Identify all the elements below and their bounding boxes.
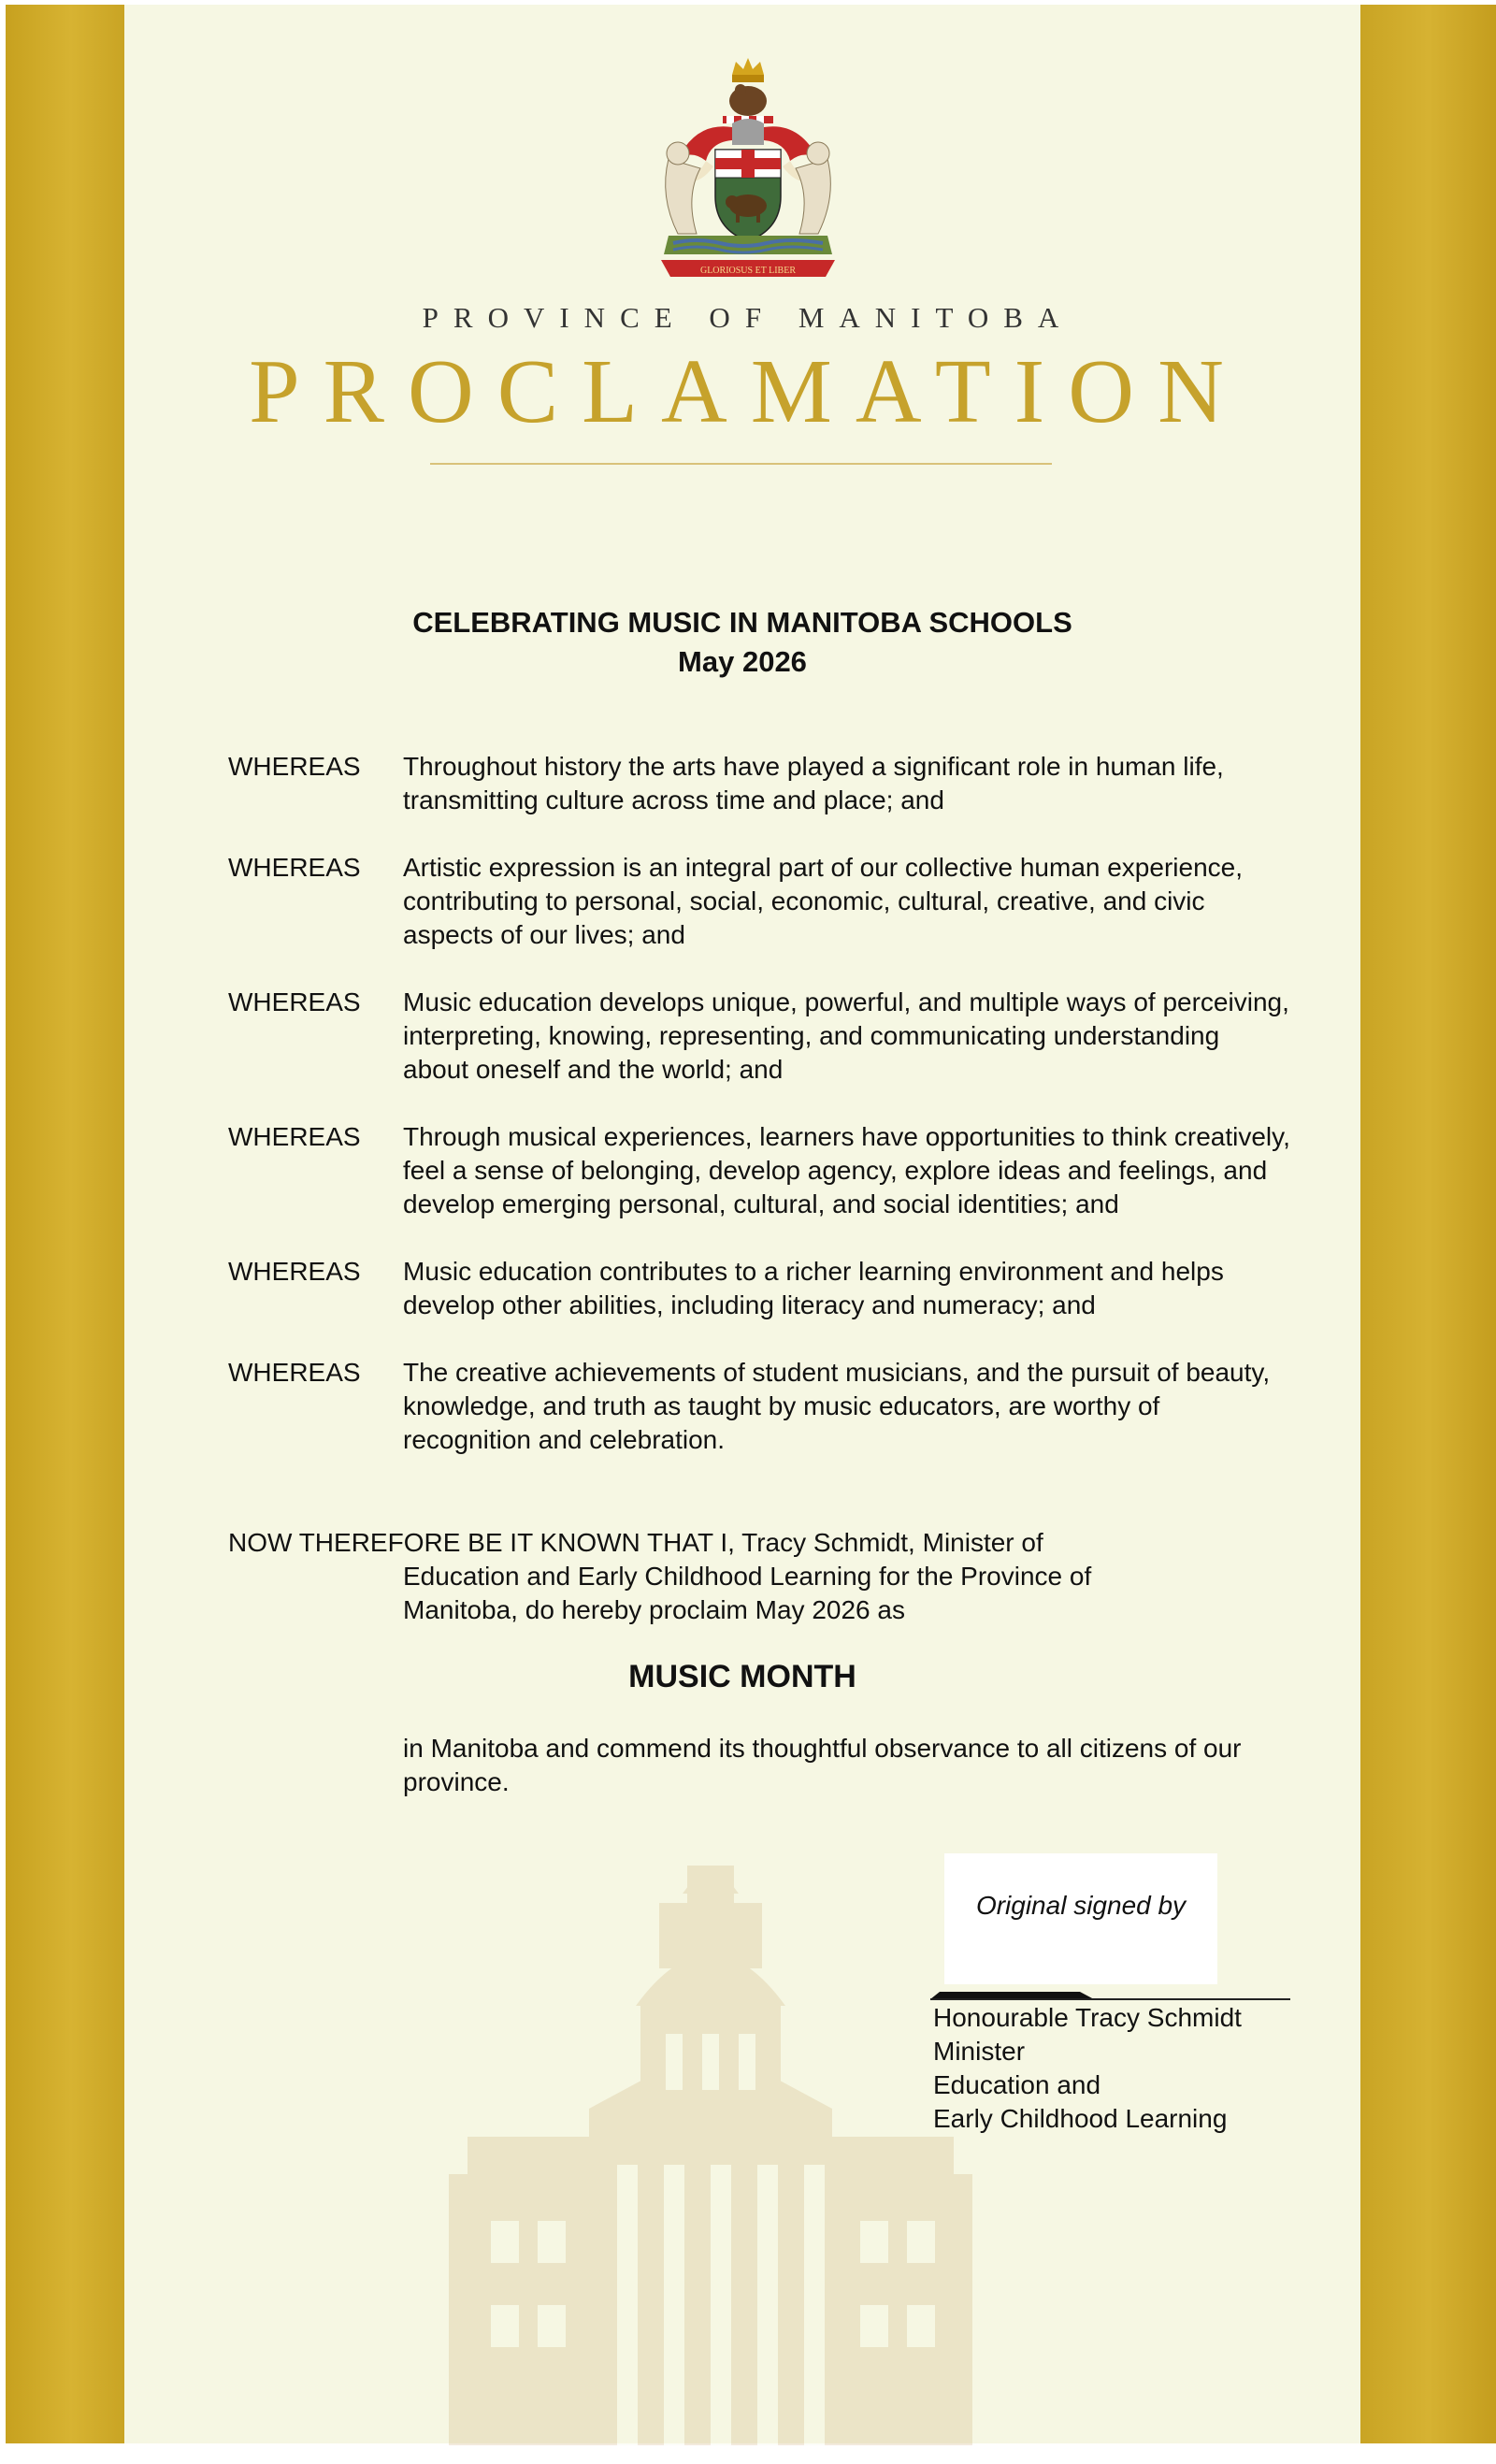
whereas-text: Artistic expression is an integral part of our collective human experience, contributing to personal, social, economic, cultural, creative, and civic aspects of our lives; and (403, 853, 1243, 949)
signer-department: Early Childhood Learning (933, 2104, 1228, 2133)
whereas-label: WHEREAS (228, 1257, 361, 1286)
signature-line (930, 1998, 1290, 2000)
proclamation-heading: CELEBRATING MUSIC IN MANITOBA SCHOOLS (412, 606, 1072, 639)
motto-ribbon-text: GLORIOSUS ET LIBER (699, 266, 797, 276)
whereas-text: Throughout history the arts have played a significant role in human life, transmitting culture across time and place; and (403, 752, 1224, 814)
whereas-label: WHEREAS (228, 853, 361, 882)
proclamation-statement-line: Manitoba, do hereby proclaim May 2026 as (403, 1595, 905, 1624)
whereas-clause (228, 1255, 1303, 1322)
signer-role: Minister (933, 2037, 1026, 2066)
proclamation-date: May 2026 (678, 645, 807, 678)
signature-note: Original signed by (975, 1891, 1187, 1920)
whereas-clause (228, 986, 1303, 1087)
manitoba-coat-of-arms (640, 56, 856, 290)
proclamation-statement-line: Education and Early Childhood Learning for the Province of (403, 1562, 1092, 1591)
signature-box (944, 1853, 1217, 1984)
whereas-clauses (228, 750, 1303, 1457)
proclamation-title: PROCLAMATION (249, 341, 1247, 442)
whereas-text: Music education contributes to a richer learning environment and helps develop other abilities, including literacy and numeracy; and (403, 1257, 1224, 1319)
whereas-label: WHEREAS (228, 752, 361, 781)
whereas-text: Through musical experiences, learners have opportunities to think creatively, feel a sense of belonging, develop agency, explore ideas and feelings, and develop emerging personal, cultural, and social identities; and (403, 1122, 1290, 1218)
legislative-building-watermark (449, 1866, 972, 2445)
whereas-text: The creative achievements of student musicians, and the pursuit of beauty, knowledge, and truth as taught by music educators, are worthy of recognition and celebration. (403, 1358, 1271, 1454)
signer-block (933, 2001, 1326, 2136)
whereas-clause (228, 1356, 1303, 1457)
title-divider (430, 463, 1052, 465)
whereas-label: WHEREAS (228, 1122, 361, 1151)
signer-name: Honourable Tracy Schmidt (933, 2003, 1242, 2032)
declared-observance: MUSIC MONTH (628, 1659, 856, 1694)
province-label: PROVINCE OF MANITOBA (422, 301, 1074, 334)
whereas-label: WHEREAS (228, 1358, 361, 1387)
whereas-text: Music education develops unique, powerful, and multiple ways of perceiving, interpreting, knowing, representing, and communicating understanding about oneself and the world; and (403, 987, 1289, 1084)
proclamation-statement (228, 1526, 1210, 1627)
proclamation-statement-line: NOW THEREFORE BE IT KNOWN THAT I, Tracy Schmidt, Minister of (228, 1528, 1043, 1557)
whereas-clause (228, 750, 1303, 817)
whereas-label: WHEREAS (228, 987, 361, 1016)
signer-department: Education and (933, 2070, 1101, 2099)
whereas-clause (228, 851, 1303, 952)
closing-statement: in Manitoba and commend its thoughtful observance to all citizens of our province. (403, 1734, 1242, 1796)
whereas-clause (228, 1120, 1303, 1221)
